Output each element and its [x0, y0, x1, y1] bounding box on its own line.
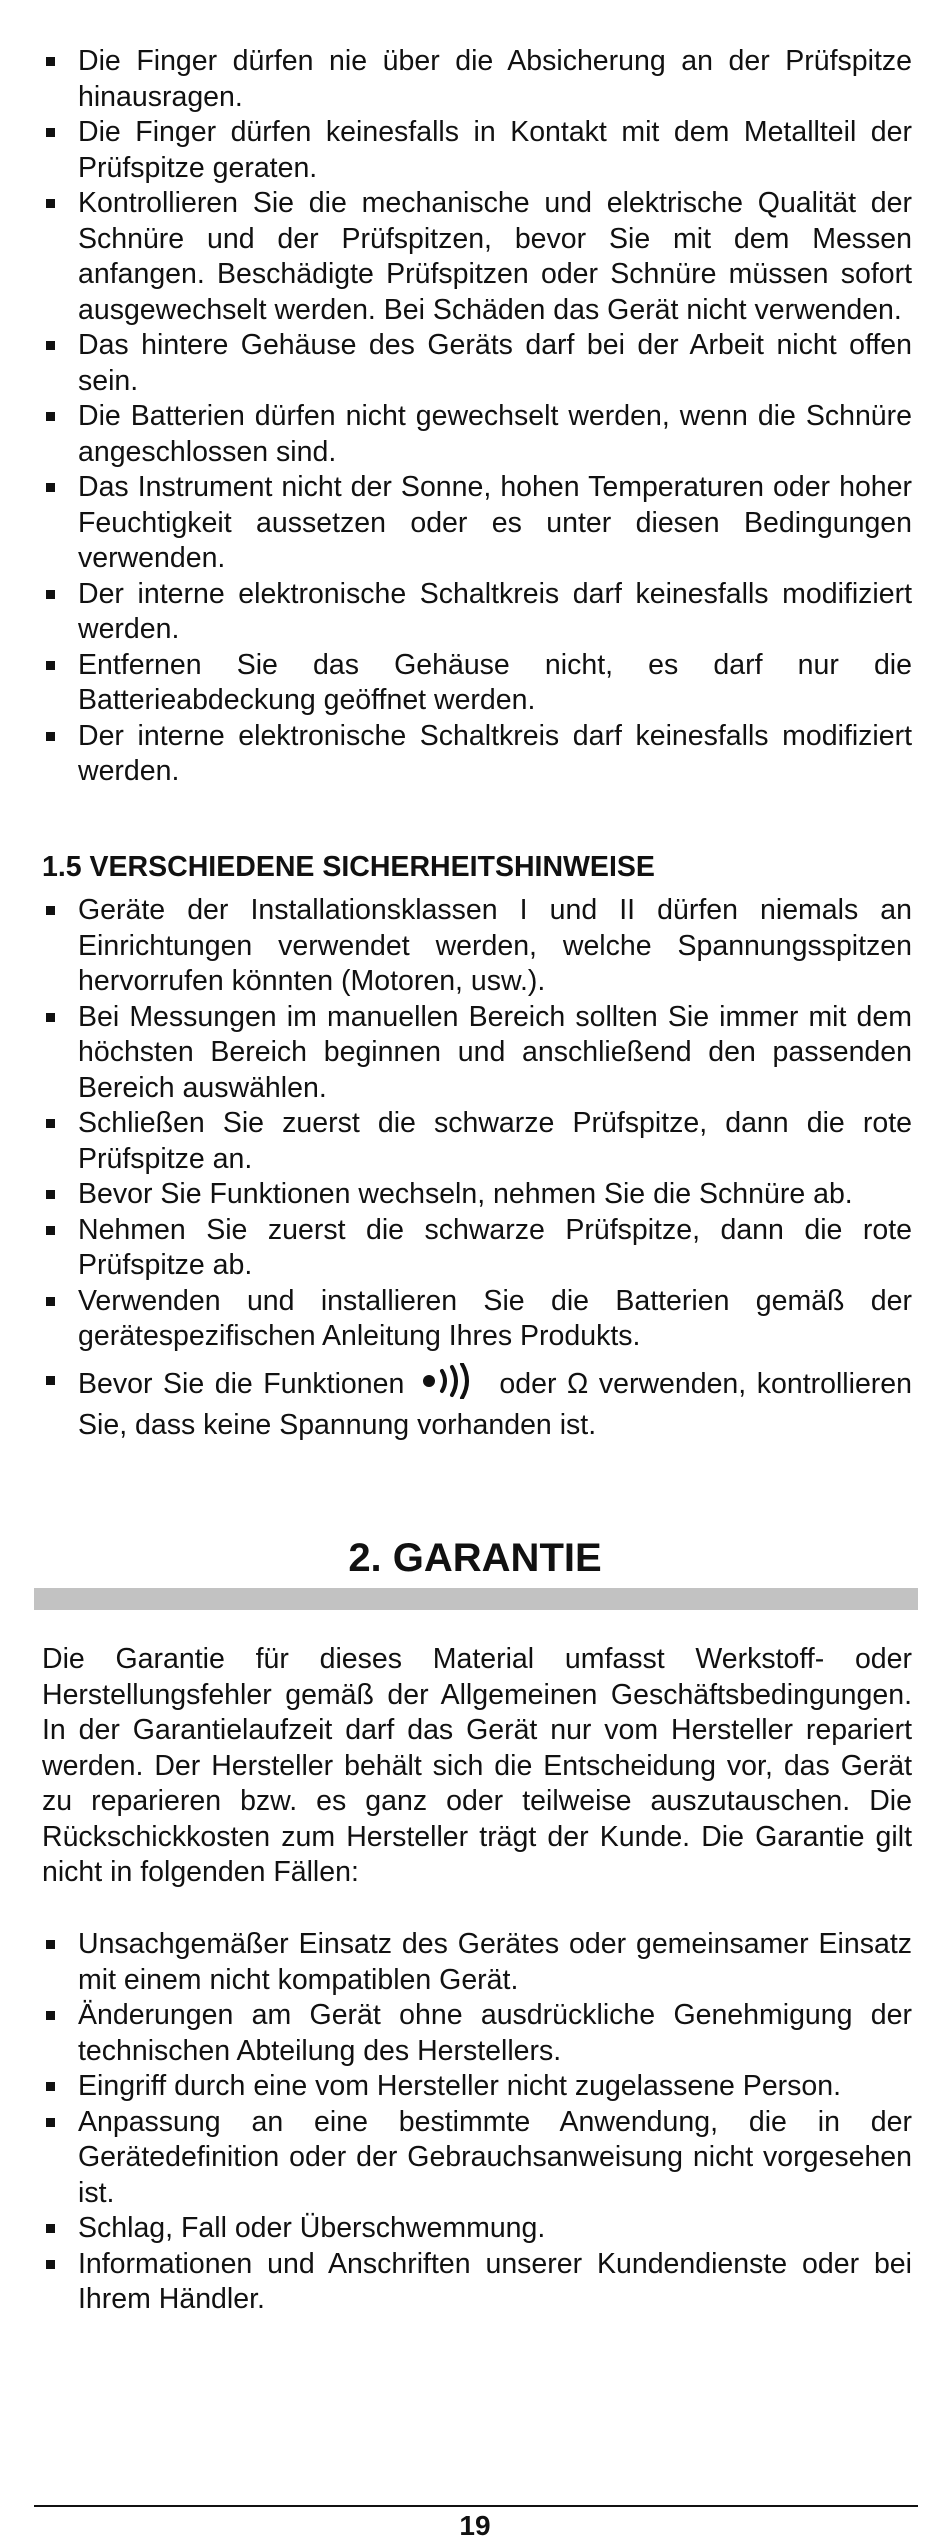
- list-item: Geräte der Installationsklassen I und II dürfen niemals an Einrichtungen verwendet werden, welche Spannungsspitzen hervorrufen könnten (Motoren, usw.).: [42, 893, 912, 1000]
- list-item: Bei Messungen im manuellen Bereich sollten Sie immer mit dem höchsten Bereich beginnen und anschließend den passenden Bereich auswählen.: [42, 1000, 912, 1107]
- title-divider: [34, 1588, 918, 1610]
- list-item: Nehmen Sie zuerst die schwarze Prüfspitze, dann die rote Prüfspitze ab.: [42, 1213, 912, 1284]
- safety-notes-list: [42, 893, 912, 1444]
- warranty-paragraph: Die Garantie für dieses Material umfasst Werkstoff- oder Herstellungsfehler gemäß der Allgemeinen Geschäftsbedingungen. In der Garantielaufzeit darf das Gerät nur vom Hersteller repariert werden. Der Hersteller behält sich die Entscheidung vor, das Gerät zu reparieren bzw. es ganz oder teilweise auszutauschen. Die Rückschickkosten zum Hersteller trägt der Kunde. Die Garantie gilt nicht in folgenden Fällen:: [42, 1643, 912, 1888]
- list-item: Die Finger dürfen nie über die Absicherung an der Prüfspitze hinausragen.: [42, 44, 912, 115]
- chapter-title: 2. GARANTIE: [348, 1536, 602, 1580]
- list-item: Die Batterien dürfen nicht gewechselt werden, wenn die Schnüre angeschlossen sind.: [42, 399, 912, 470]
- list-item: Bevor Sie Funktionen wechseln, nehmen Sie die Schnüre ab.: [42, 1177, 912, 1213]
- list-item: Die Finger dürfen keinesfalls in Kontakt mit dem Metallteil der Prüfspitze geraten.: [42, 115, 912, 186]
- list-item: Anpassung an eine bestimmte Anwendung, die in der Gerätedefinition oder der Gebrauchsanweisung nicht vorgesehen ist.: [42, 2105, 912, 2212]
- list-item: Schlag, Fall oder Überschwemmung.: [42, 2211, 912, 2247]
- list-item: Entfernen Sie das Gehäuse nicht, es darf nur die Batterieabdeckung geöffnet werden.: [42, 648, 912, 719]
- list-item: [42, 1363, 912, 1444]
- list-item: Eingriff durch eine vom Hersteller nicht zugelassene Person.: [42, 2069, 912, 2105]
- list-item: Unsachgemäßer Einsatz des Gerätes oder gemeinsamer Einsatz mit einem nicht kompatiblen Gerät.: [42, 1927, 912, 1998]
- list-item-text-after-icon: oder Ω verwenden, kontrollieren Sie, dass keine Spannung vorhanden ist.: [78, 1367, 912, 1441]
- list-item: Verwenden und installieren Sie die Batterien gemäß der gerätespezifischen Anleitung Ihres Produkts.: [42, 1284, 912, 1355]
- list-item: Das Instrument nicht der Sonne, hohen Temperaturen oder hoher Feuchtigkeit aussetzen oder es unter diesen Bedingungen verwenden.: [42, 470, 912, 577]
- list-item: Der interne elektronische Schaltkreis darf keinesfalls modifiziert werden.: [42, 577, 912, 648]
- warranty-exclusions-list: [42, 1927, 912, 2318]
- continuity-buzzer-icon: [421, 1363, 483, 1409]
- list-item: Informationen und Anschriften unserer Kundendienste oder bei Ihrem Händler.: [42, 2247, 912, 2318]
- section-heading: 1.5 VERSCHIEDENE SICHERHEITSHINWEISE: [42, 851, 655, 883]
- page-number: 19: [459, 2510, 491, 2541]
- list-item: Schließen Sie zuerst die schwarze Prüfspitze, dann die rote Prüfspitze an.: [42, 1106, 912, 1177]
- list-item: Änderungen am Gerät ohne ausdrückliche Genehmigung der technischen Abteilung des Herstellers.: [42, 1998, 912, 2069]
- list-item: Der interne elektronische Schaltkreis darf keinesfalls modifiziert werden.: [42, 719, 912, 790]
- footer-divider: [34, 2505, 918, 2507]
- safety-bullet-list: [42, 44, 912, 790]
- list-item: Kontrollieren Sie die mechanische und elektrische Qualität der Schnüre und der Prüfspitzen, bevor Sie mit dem Messen anfangen. Beschädigte Prüfspitzen oder Schnüre müssen sofort ausgewechselt werden. Bei Schäden das Gerät nicht verwenden.: [42, 186, 912, 328]
- list-item: Das hintere Gehäuse des Geräts darf bei der Arbeit nicht offen sein.: [42, 328, 912, 399]
- warranty-intro: [42, 1642, 912, 1891]
- list-item-text-before-icon: Bevor Sie die Funktionen: [78, 1367, 405, 1400]
